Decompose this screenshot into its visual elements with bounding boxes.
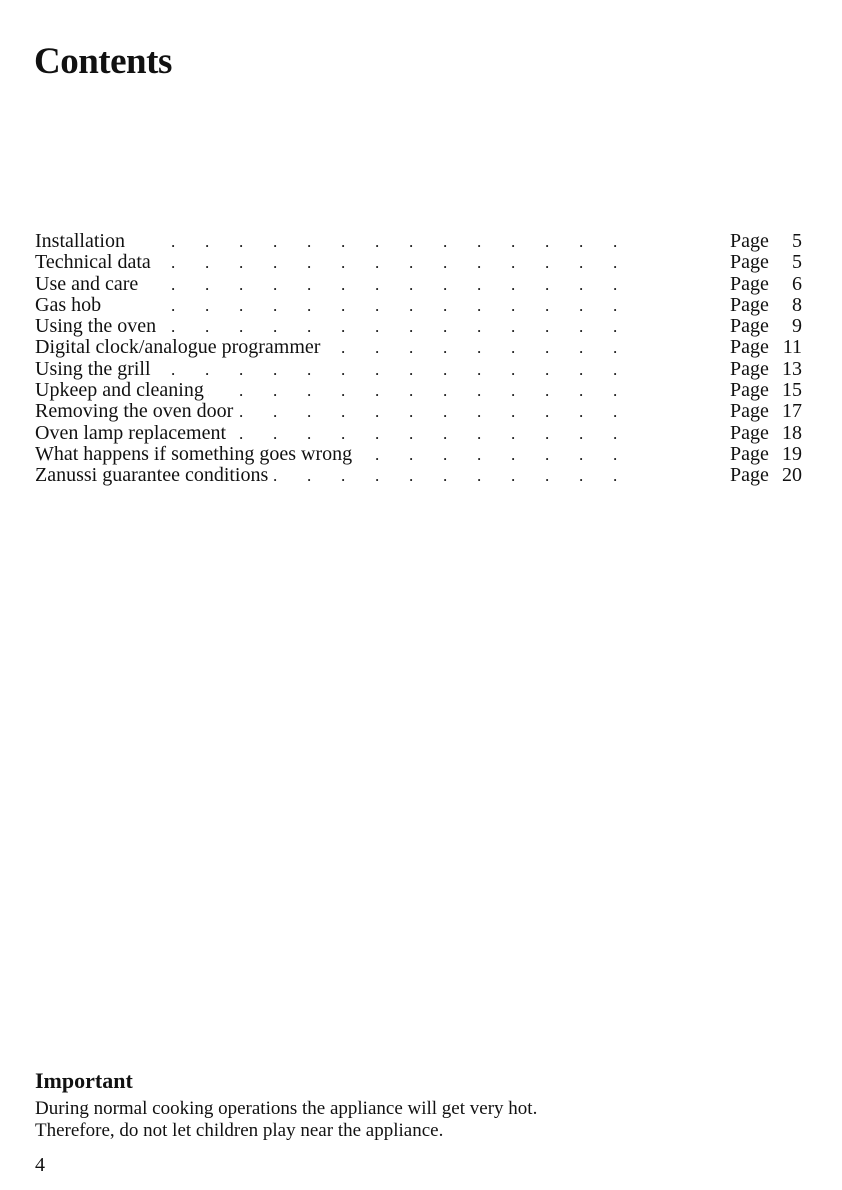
toc-entry xyxy=(35,401,802,422)
toc-page-ref xyxy=(730,359,802,380)
toc-entry xyxy=(35,316,802,337)
toc-page-word: Page xyxy=(730,421,769,444)
toc-page-number: 13 xyxy=(782,357,802,380)
toc-entry-label: Zanussi guarantee conditions xyxy=(35,465,272,486)
toc-entry-label: Using the oven xyxy=(35,316,160,337)
toc-entry-label: Use and care xyxy=(35,274,142,295)
toc-page-ref xyxy=(730,401,802,422)
toc-page-number: 15 xyxy=(782,379,802,402)
toc-page-number: 9 xyxy=(792,315,802,338)
toc-leader-dots xyxy=(171,252,692,273)
toc-page-number: 8 xyxy=(792,293,802,316)
toc-page-number: 20 xyxy=(782,464,802,487)
toc-page-ref xyxy=(730,316,802,337)
toc-leader-dots xyxy=(171,316,692,337)
toc-entry xyxy=(35,274,802,295)
toc-page-ref xyxy=(730,274,802,295)
toc-entry-label: Oven lamp replacement xyxy=(35,423,230,444)
toc-entry-label: Installation xyxy=(35,231,129,252)
toc-leader-dots xyxy=(171,423,692,444)
toc-entry-label: Gas hob xyxy=(35,295,105,316)
toc-page-word: Page xyxy=(730,442,769,465)
toc-page-number: 6 xyxy=(792,272,802,295)
toc-page-word: Page xyxy=(730,272,769,295)
toc-page-number: 11 xyxy=(782,336,802,359)
table-of-contents xyxy=(35,231,802,487)
toc-leader-dots xyxy=(171,231,692,252)
toc-page-number: 5 xyxy=(792,230,802,252)
toc-page-word: Page xyxy=(730,251,769,274)
toc-entry-label: What happens if something goes wrong xyxy=(35,444,356,465)
toc-entry xyxy=(35,444,802,465)
toc-page-ref xyxy=(730,444,802,465)
toc-entry-label: Removing the oven door xyxy=(35,401,237,422)
important-heading: Important xyxy=(35,1068,133,1093)
toc-page-word: Page xyxy=(730,336,769,359)
toc-entry xyxy=(35,231,802,252)
toc-page-word: Page xyxy=(730,230,769,252)
toc-entry-label: Digital clock/analogue programmer xyxy=(35,337,324,358)
toc-entry xyxy=(35,380,802,401)
toc-leader-dots xyxy=(171,380,692,401)
toc-entry xyxy=(35,359,802,380)
toc-page-ref xyxy=(730,337,802,358)
toc-page-word: Page xyxy=(730,464,769,487)
page-number: 4 xyxy=(35,1154,45,1176)
toc-leader-dots xyxy=(171,359,692,380)
toc-page-ref xyxy=(730,231,802,252)
toc-leader-dots xyxy=(171,401,692,422)
toc-page-ref xyxy=(730,465,802,486)
toc-leader-dots xyxy=(171,295,692,316)
toc-page-number: 19 xyxy=(782,442,802,465)
toc-page-word: Page xyxy=(730,379,769,402)
toc-page-ref xyxy=(730,252,802,273)
toc-entry xyxy=(35,337,802,358)
toc-entry-label: Technical data xyxy=(35,252,155,273)
toc-leader-dots xyxy=(171,274,692,295)
toc-entry-label: Upkeep and cleaning xyxy=(35,380,208,401)
toc-page-word: Page xyxy=(730,400,769,423)
toc-entry xyxy=(35,423,802,444)
toc-entry xyxy=(35,465,802,486)
toc-page-word: Page xyxy=(730,357,769,380)
toc-page-number: 5 xyxy=(792,251,802,274)
toc-page-word: Page xyxy=(730,293,769,316)
toc-page-ref xyxy=(730,295,802,316)
toc-entry xyxy=(35,252,802,273)
toc-page-number: 17 xyxy=(782,400,802,423)
toc-page-ref xyxy=(730,380,802,401)
toc-page-number: 18 xyxy=(782,421,802,444)
toc-page-word: Page xyxy=(730,315,769,338)
toc-entry xyxy=(35,295,802,316)
toc-entry-label: Using the grill xyxy=(35,359,155,380)
toc-page-ref xyxy=(730,423,802,444)
page-title: Contents xyxy=(34,41,172,82)
important-text-line: Therefore, do not let children play near the appliance. xyxy=(35,1120,444,1142)
important-text-line: During normal cooking operations the appliance will get very hot. xyxy=(35,1098,538,1120)
important-notice xyxy=(35,1068,735,1142)
